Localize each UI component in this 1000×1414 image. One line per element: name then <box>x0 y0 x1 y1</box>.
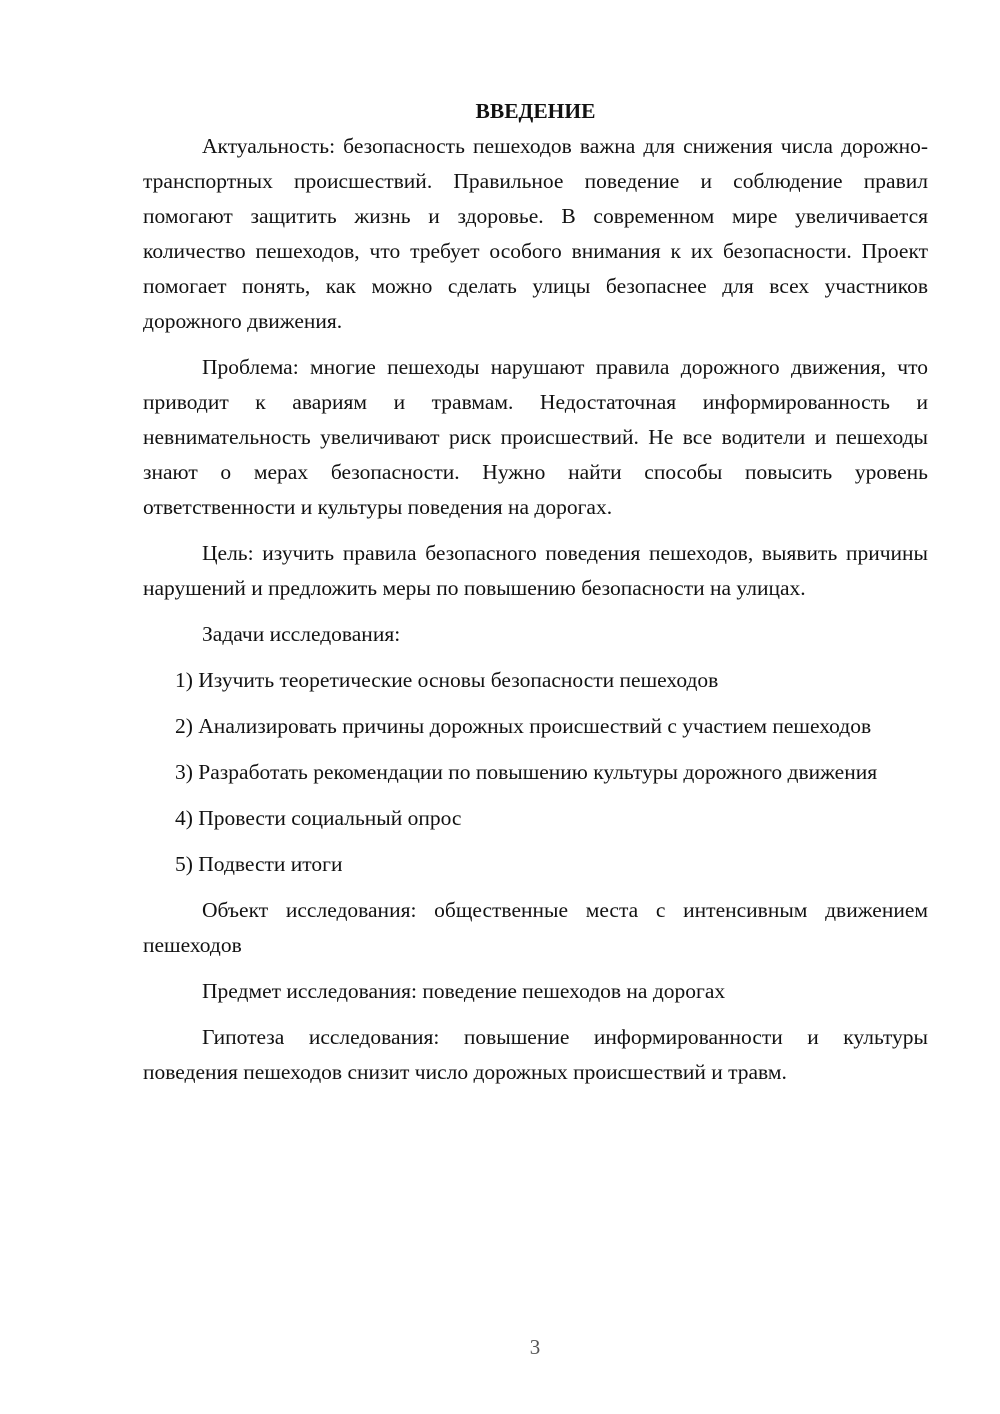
task-item-5: 5) Подвести итоги <box>175 852 343 876</box>
tasks-heading: Задачи исследования: <box>202 622 401 646</box>
task-item-1: 1) Изучить теоретические основы безопасности пешеходов <box>175 668 719 692</box>
paragraph-hypothesis: Гипотеза исследования: повышение информированности и культуры поведения пешеходов снизит число дорожных происшествий и травм. <box>143 1025 928 1084</box>
page-number: 3 <box>529 1335 541 1359</box>
paragraph-object: Объект исследования: общественные места с интенсивным движением пешеходов <box>143 898 928 957</box>
paragraph-goal: Цель: изучить правила безопасного поведения пешеходов, выявить причины нарушений и предложить меры по повышению безопасности на улицах. <box>143 541 928 600</box>
task-item-3: 3) Разработать рекомендации по повышению культуры дорожного движения <box>175 760 878 784</box>
paragraph-problem: Проблема: многие пешеходы нарушают правила дорожного движения, что приводит к авариям и травмам. Недостаточная информированность и невнимательность увеличивают риск происшествий. Не все водители и пешеходы знают о мерах безопасности. Нужно найти способы повысить уровень ответственности и культуры поведения на дорогах. <box>143 355 928 519</box>
page-content <box>143 94 928 1090</box>
paragraph-relevance: Актуальность: безопасность пешеходов важна для снижения числа дорожно-транспортных происшествий. Правильное поведение и соблюдение правил помогают защитить жизнь и здоровье. В современном мире увеличивается количество пешеходов, что требует особого внимания к их безопасности. Проект помогает понять, как можно сделать улицы безопаснее для всех участников дорожного движения. <box>143 134 928 333</box>
task-item-2: 2) Анализировать причины дорожных происшествий с участием пешеходов <box>175 714 872 738</box>
page-title: ВВЕДЕНИЕ <box>475 99 596 123</box>
task-item-4: 4) Провести социальный опрос <box>175 806 462 830</box>
paragraph-subject: Предмет исследования: поведение пешеходов на дорогах <box>202 979 726 1003</box>
